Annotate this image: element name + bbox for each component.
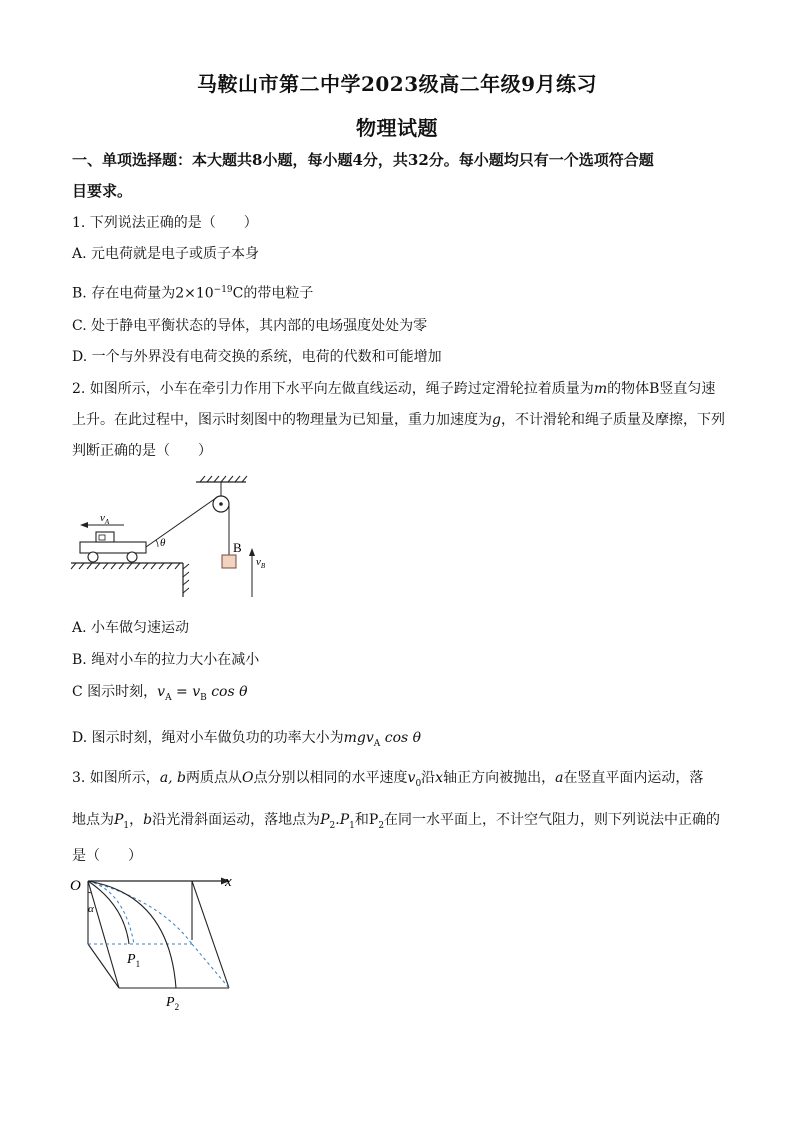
q3-stem-line3: 是（ ） (72, 848, 142, 864)
q3-stem-line2 (72, 810, 720, 836)
page-subtitle: 物理试题 (356, 116, 438, 140)
q2-option-c-prefix: C 图示时刻， (72, 684, 158, 700)
q3-l2-text-a: 地点为 (72, 812, 114, 828)
q3-l2-text-b: ， (129, 812, 144, 828)
q1-option-c: C. 处于静电平衡状态的导体，其内部的电场强度处处为零 (72, 318, 428, 334)
q3-text-c: 点分别以相同的水平速度 (253, 770, 408, 786)
q2-stem-line2 (72, 410, 725, 430)
q2-gravity-symbol: g (492, 412, 501, 428)
q3-p1: P (114, 812, 124, 828)
q3-dashed-lines (88, 881, 229, 988)
q2-option-b: B. 绳对小车的拉力大小在减小 (72, 652, 260, 668)
q2-label-vb: $v_B$ (256, 556, 266, 570)
page-title: 马鞍山市第二中学2023级高二年级9月练习 (196, 72, 598, 96)
q3-text-d: 沿 (421, 770, 436, 786)
q1-option-b-exponent: −19 (213, 285, 233, 295)
q3-l2-text-c: 沿光滑斜面运动，落地点为 (152, 812, 321, 828)
q3-b2: b (143, 812, 153, 828)
q2-option-d-formula: mgv (343, 730, 374, 746)
q3-figure (64, 870, 254, 1020)
q2-option-d-sub: A (373, 738, 381, 749)
q2-option-c-sub-b: B (200, 692, 207, 703)
q3-text-b: 两质点从 (186, 770, 243, 786)
q2-block-b (222, 555, 236, 568)
section-heading-line2: 目要求。 (72, 182, 133, 200)
q3-text-f: 在竖直平面内运动，落 (563, 770, 704, 786)
q3-slope-outline (88, 881, 229, 988)
q2-option-c-sub-a: A (165, 692, 172, 703)
q3-label-alpha: α (88, 903, 94, 915)
q3-o: O (242, 770, 254, 786)
q2-stem-line3: 判断正确的是（ ） (72, 443, 212, 459)
q2-label-theta: θ (160, 537, 166, 549)
q3-a2: a (555, 770, 564, 786)
section-heading-line1: 一、单项选择题：本大题共8小题，每小题4分，共32分。每小题均只有一个选项符合题 (72, 151, 654, 169)
q3-text-e: 轴正方向被抛出， (443, 770, 556, 786)
q1-option-b-value: 2×10 (175, 285, 214, 302)
q2-ceiling-hatch (200, 476, 247, 482)
q2-option-c-eq: = v (171, 684, 201, 700)
q2-vb-arrowhead (249, 548, 255, 556)
q2-theta-arc (156, 540, 158, 547)
q3-l2-text-f: 在同一水平面上，不计空气阻力，则下列说法中正确的 (384, 812, 721, 828)
q2-option-d (72, 728, 421, 754)
q1-option-d: D. 一个与外界没有电荷交换的系统，电荷的代数和可能增加 (72, 349, 442, 365)
q3-trajectory-a (88, 881, 129, 944)
q3-label-x: x (225, 874, 232, 890)
q3-label-p1: $P_1$ (127, 952, 141, 969)
q2-option-a: A. 小车做匀速运动 (72, 620, 190, 636)
q1-option-b (72, 280, 313, 304)
q3-v0-sub: 0 (415, 778, 422, 789)
q3-l2-sub-d: 1 (349, 820, 355, 831)
q3-l2-text-e: 和P (354, 812, 379, 828)
q2-stem-line2-text-a: 上升。在此过程中，图示时刻图中的物理量为已知量，重力加速度为 (72, 412, 492, 428)
q2-figure (66, 472, 276, 602)
q2-stem-line1 (72, 379, 715, 399)
q2-pulley-axle (219, 502, 223, 506)
q2-stem-line1-text-b: 的物体B竖直匀速 (607, 381, 716, 397)
q3-stem-line1 (72, 768, 703, 794)
q3-label-p2: $P_2$ (166, 995, 180, 1012)
q2-label-va: $v_A$ (100, 512, 110, 526)
q2-option-d-prefix: D. 图示时刻，绳对小车做负功的功率大小为 (72, 730, 344, 746)
q1-option-b-prefix: B. 存在电荷量为 (72, 285, 176, 302)
q3-ab: a, b (159, 770, 187, 786)
q3-v0: v (407, 770, 416, 786)
q2-label-b: B (233, 540, 242, 555)
q3-text-a: 3. 如图所示， (72, 770, 160, 786)
q2-stem-line2-text-b: ，不计滑轮和绳子质量及摩擦，下列 (500, 412, 725, 428)
q3-l2-text-d: .P (335, 812, 350, 828)
q2-ground-hatch (71, 563, 189, 593)
q2-rope-to-car (146, 498, 216, 547)
q3-label-o: O (70, 878, 81, 894)
q2-va-arrowhead (80, 522, 88, 528)
q3-p2: P (320, 812, 330, 828)
q3-l2-sub-e: 2 (378, 820, 385, 831)
q3-p1-sub: 1 (123, 820, 130, 831)
q1-stem: 1. 下列说法正确的是（ ） (72, 215, 258, 231)
q1-option-b-suffix: C的带电粒子 (232, 285, 314, 302)
q3-x: x (435, 770, 444, 786)
q2-mass-symbol: m (593, 381, 608, 397)
q2-option-c (72, 682, 248, 708)
q2-option-c-cos: cos θ (206, 684, 248, 700)
q1-option-a: A. 元电荷就是电子或质子本身 (72, 246, 260, 262)
q3-p2-sub: 2 (329, 820, 336, 831)
q2-stem-line1-text-a: 2. 如图所示，小车在牵引力作用下水平向左做直线运动，绳子跨过定滑轮拉着质量为 (72, 381, 594, 397)
q2-car (80, 532, 146, 562)
q2-option-d-cos: cos θ (380, 730, 422, 746)
q2-option-c-va: v (157, 684, 166, 700)
